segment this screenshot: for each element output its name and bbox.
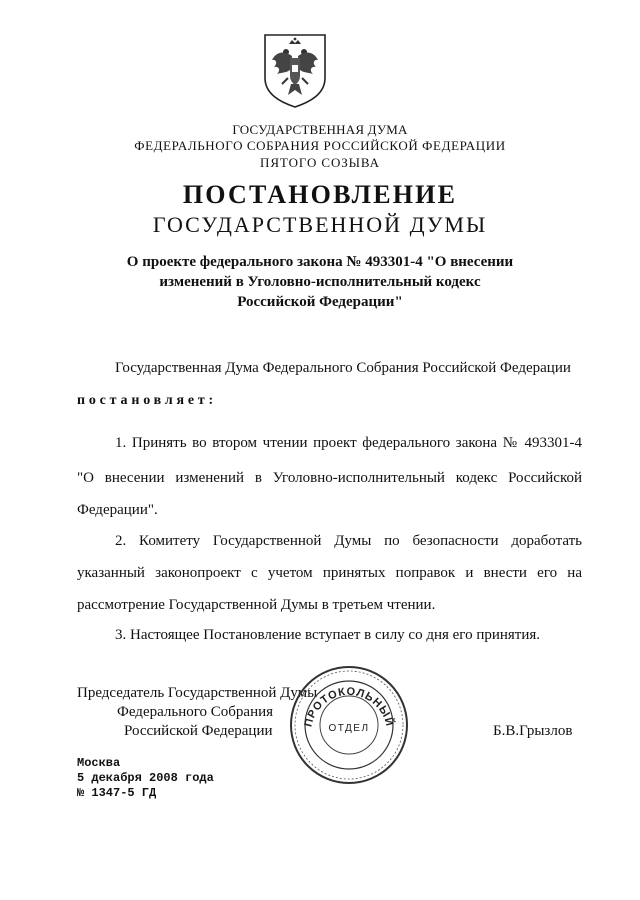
paragraph-1-line-2: "О внесении изменений в Уголовно-исполнительный кодекс Российской: [77, 470, 582, 486]
signatory-title-line-1: Председатель Государственной Думы: [77, 685, 318, 701]
subject-line-3: Российской Федерации": [237, 294, 403, 310]
coat-of-arms-emblem: [262, 32, 328, 110]
paragraph-2-line-3: рассмотрение Государственной Думы в третьем чтении.: [77, 597, 436, 613]
header-line-1: ГОСУДАРСТВЕННАЯ ДУМА: [232, 122, 408, 137]
subject-line-2: изменений в Уголовно-исполнительный кодекс: [159, 274, 481, 290]
signatory-title-line-3: Российской Федерации: [124, 723, 273, 739]
paragraph-2-line-1: 2. Комитету Государственной Думы по безопасности доработать: [115, 533, 582, 549]
stamp-arc-text: ПРОТОКОЛЬНЫЙ: [302, 685, 396, 729]
resolves-word: постановляет:: [77, 393, 218, 408]
official-round-stamp: [287, 663, 411, 787]
preamble-text: Государственная Дума Федерального Собрания Российской Федерации: [115, 360, 571, 376]
document-subject: [0, 252, 640, 312]
signatory-name: Б.В.Грызлов: [493, 723, 573, 739]
paragraph-1-line-1: 1. Принять во втором чтении проект федерального закона № 493301-4: [115, 435, 582, 451]
paragraph-3-line-1: 3. Настоящее Постановление вступает в силу со дня его принятия.: [115, 627, 541, 643]
paragraph-2-line-2: указанный законопроект с учетом принятых поправок и внести его на: [77, 565, 582, 581]
document-type-title: ПОСТАНОВЛЕНИЕ: [182, 180, 458, 209]
issue-city: Москва: [77, 756, 121, 770]
header-line-2: ФЕДЕРАЛЬНОГО СОБРАНИЯ РОССИЙСКОЙ ФЕДЕРАЦИИ: [134, 138, 506, 153]
subject-line-1: О проекте федерального закона № 493301-4 "О внесении: [126, 254, 514, 270]
paragraph-1-line-3: Федерации".: [77, 502, 158, 518]
issue-date: 5 декабря 2008 года: [77, 771, 214, 785]
stamp-center-text: ОТДЕЛ: [328, 723, 370, 734]
signatory-title-line-2: Федерального Собрания: [117, 704, 274, 720]
document-number: № 1347-5 ГД: [77, 786, 157, 800]
header-line-3: ПЯТОГО СОЗЫВА: [260, 155, 380, 170]
document-issuer-title: ГОСУДАРСТВЕННОЙ ДУМЫ: [152, 212, 488, 237]
